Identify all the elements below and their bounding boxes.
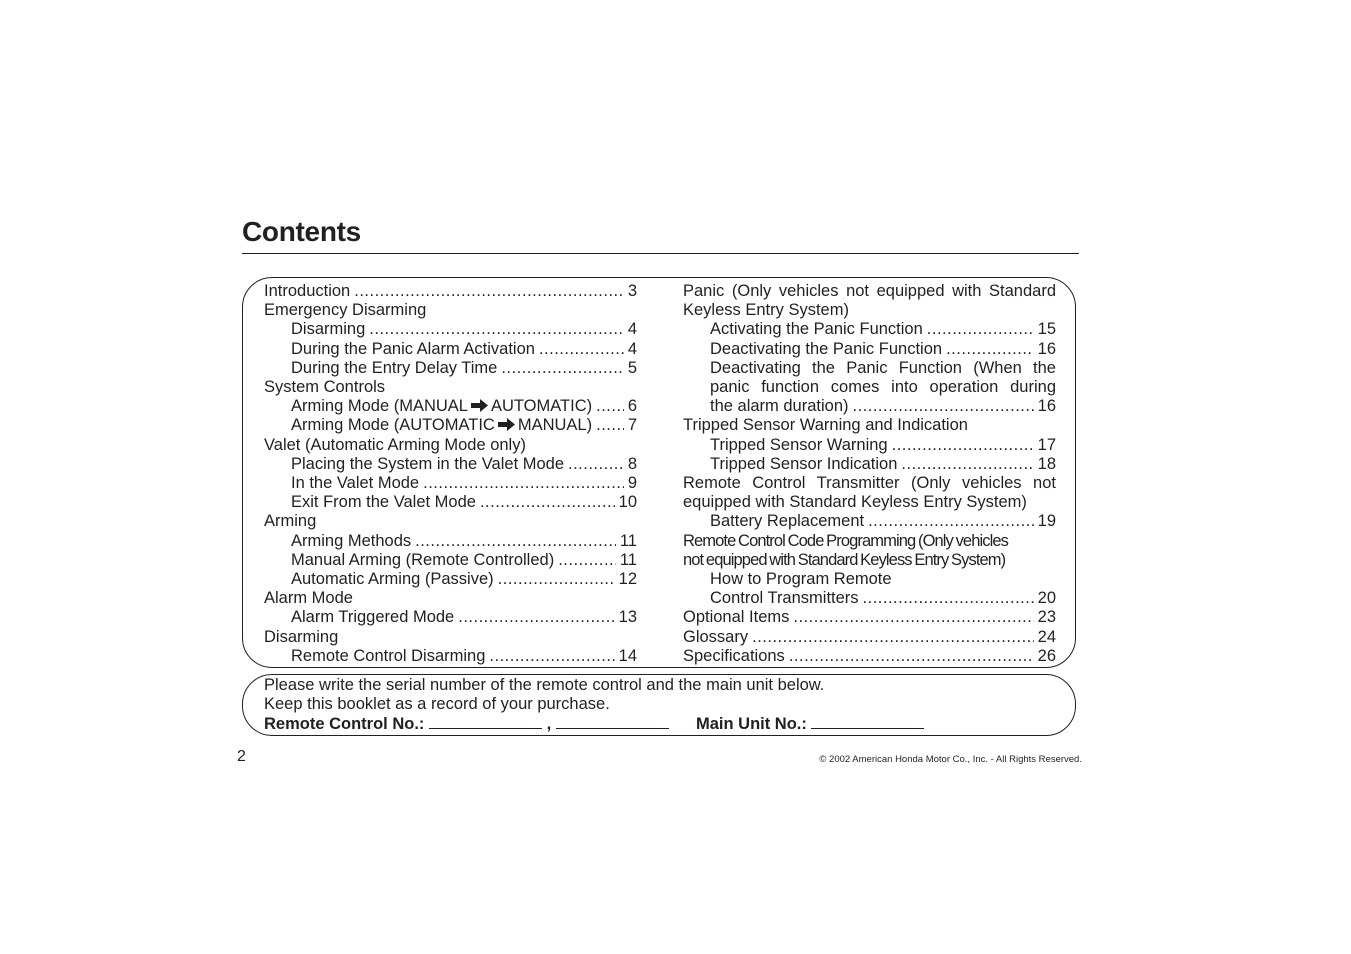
leader-dots: [946, 340, 1034, 359]
serial-fields: [264, 714, 924, 734]
leader-dots: [596, 416, 624, 435]
toc-page: 11: [619, 550, 637, 569]
leader-dots: [489, 647, 614, 666]
toc-entry-arming-mode-manual-automatic[interactable]: [264, 397, 637, 416]
toc-label: Exit From the Valet Mode: [291, 493, 476, 512]
toc-entry-arming-methods[interactable]: [264, 532, 637, 551]
toc-label: Manual Arming (Remote Controlled): [291, 550, 555, 569]
toc-entry-automatic-arming[interactable]: [264, 570, 637, 589]
toc-page: 4: [627, 339, 637, 358]
leader-dots: [927, 320, 1034, 339]
toc-entry-deactivating-panic[interactable]: [683, 340, 1056, 359]
toc-entry-tripped-warning[interactable]: [683, 436, 1056, 455]
toc-label-start: Arming Mode (MANUAL: [291, 397, 468, 416]
leader-dots: [369, 320, 624, 339]
leader-dots: [568, 455, 624, 474]
toc-section-valet[interactable]: Valet (Automatic Arming Mode only): [264, 435, 526, 454]
right-arrow-icon: [471, 399, 488, 412]
toc-label: Control Transmitters: [710, 589, 859, 608]
toc-page: 20: [1037, 589, 1056, 608]
toc-section-code-programming-line-1[interactable]: Remote Control Code Programming (Only vehicles: [683, 531, 1008, 550]
toc-page: 14: [618, 646, 637, 665]
leader-dots: [480, 493, 615, 512]
toc-entry-glossary[interactable]: [683, 628, 1056, 647]
toc-entry-battery[interactable]: [683, 512, 1056, 531]
toc-label: Remote Control Disarming: [291, 646, 486, 665]
toc-page: 9: [627, 474, 637, 493]
toc-label: Specifications: [683, 646, 785, 665]
toc-entry-placing-valet[interactable]: [264, 455, 637, 474]
toc-section-emergency-disarming[interactable]: Emergency Disarming: [264, 301, 427, 320]
toc-page: 17: [1037, 435, 1056, 454]
right-arrow-icon: [498, 418, 515, 431]
toc-label-end: AUTOMATIC): [490, 397, 593, 416]
toc-section-panic[interactable]: Panic (Only vehicles not equipped with Standard Keyless Entry System): [683, 282, 1056, 320]
toc-entry-control-transmitters[interactable]: [683, 589, 1056, 608]
main-unit-no-label: Main Unit No.:: [695, 715, 807, 733]
leader-dots: [423, 474, 624, 493]
contents-left-column: [264, 282, 637, 666]
leader-dots: [458, 608, 614, 627]
toc-page: 16: [1037, 397, 1056, 416]
toc-label: Arming Methods: [291, 531, 412, 550]
title-divider: [242, 253, 1079, 254]
toc-page: 15: [1037, 320, 1056, 339]
toc-entry-deactivating-panic-alarm[interactable]: [683, 397, 1056, 416]
toc-page: 4: [627, 320, 637, 339]
leader-dots: [901, 455, 1033, 474]
remote-control-no-field-2[interactable]: [556, 714, 669, 729]
toc-page: 6: [627, 397, 637, 416]
leader-dots: [853, 397, 1034, 416]
toc-section-arming[interactable]: Arming: [264, 512, 317, 531]
toc-entry-introduction[interactable]: [264, 282, 637, 301]
toc-entry-during-entry[interactable]: [264, 359, 637, 378]
leader-dots: [789, 647, 1034, 666]
toc-section-tripped-sensor[interactable]: Tripped Sensor Warning and Indication: [683, 416, 968, 435]
toc-label: Alarm Triggered Mode: [291, 608, 455, 627]
remote-control-no-separator: ,: [546, 715, 552, 733]
toc-label: Deactivating the Panic Function: [710, 339, 943, 358]
toc-page: 18: [1037, 454, 1056, 473]
toc-page: 23: [1037, 608, 1056, 627]
toc-entry-remote-disarming[interactable]: [264, 647, 637, 666]
toc-page: 24: [1037, 627, 1056, 646]
toc-page: 5: [627, 358, 637, 377]
toc-label-start: Arming Mode (AUTOMATIC: [291, 416, 495, 435]
toc-label: Introduction: [264, 282, 351, 300]
page-number: 2: [237, 748, 246, 765]
toc-page: 16: [1037, 339, 1056, 358]
toc-entry-optional-items[interactable]: [683, 608, 1056, 627]
toc-entry-tripped-indication[interactable]: [683, 455, 1056, 474]
leader-dots: [793, 608, 1033, 627]
toc-label: Tripped Sensor Warning: [710, 435, 888, 454]
toc-page: 12: [618, 570, 637, 589]
leader-dots: [558, 551, 616, 570]
toc-label: Activating the Panic Function: [710, 320, 923, 339]
toc-label: Placing the System in the Valet Mode: [291, 454, 565, 473]
toc-entry-in-valet[interactable]: [264, 474, 637, 493]
toc-label: During the Panic Alarm Activation: [291, 339, 535, 358]
toc-section-alarm-mode[interactable]: Alarm Mode: [264, 589, 353, 608]
toc-label: Battery Replacement: [710, 512, 865, 531]
toc-label: During the Entry Delay Time: [291, 358, 498, 377]
toc-label: [291, 397, 592, 416]
serial-instructions: [264, 676, 824, 714]
leader-dots: [863, 589, 1034, 608]
serial-instruction-line-2: Keep this booklet as a record of your purchase.: [264, 695, 610, 714]
toc-label-end: MANUAL): [517, 416, 593, 435]
toc-entry-activating-panic[interactable]: [683, 320, 1056, 339]
toc-entry-deactivating-panic-alarm-text[interactable]: Deactivating the Panic Function (When the panic function comes into operation during: [710, 358, 1056, 397]
toc-entry-exit-valet[interactable]: [264, 493, 637, 512]
leader-dots: [539, 340, 624, 359]
leader-dots: [354, 282, 624, 301]
toc-label: the alarm duration): [710, 397, 849, 416]
toc-page: 11: [619, 531, 637, 550]
leader-dots: [415, 532, 616, 551]
copyright-notice: © 2002 American Honda Motor Co., Inc. - All Rights Reserved.: [819, 754, 1082, 765]
toc-page: 8: [627, 454, 637, 473]
toc-entry-specifications[interactable]: [683, 647, 1056, 666]
toc-label: Optional Items: [683, 608, 790, 627]
serial-instruction-line-1: Please write the serial number of the remote control and the main unit below.: [264, 676, 825, 694]
toc-label: [291, 416, 592, 435]
remote-control-no-field-1[interactable]: [429, 714, 542, 729]
toc-section-disarming[interactable]: Disarming: [264, 627, 339, 646]
toc-entry-during-panic[interactable]: [264, 340, 637, 359]
leader-dots: [752, 628, 1034, 647]
toc-entry-how-to-program[interactable]: How to Program Remote: [710, 570, 892, 589]
toc-page: 7: [627, 416, 637, 435]
toc-page: 19: [1037, 512, 1056, 531]
toc-section-remote-transmitter[interactable]: Remote Control Transmitter (Only vehicles not equipped with Standard Keyless Entry System): [683, 474, 1056, 512]
toc-label: In the Valet Mode: [291, 474, 420, 493]
leader-dots: [596, 397, 624, 416]
toc-label: Disarming: [291, 320, 366, 339]
toc-label: Automatic Arming (Passive): [291, 570, 494, 589]
leader-dots: [892, 436, 1034, 455]
toc-page: 3: [627, 282, 637, 300]
toc-entry-disarming[interactable]: [264, 320, 637, 339]
toc-page: 26: [1037, 646, 1056, 665]
toc-label: Glossary: [683, 627, 749, 646]
contents-right-column: [683, 282, 1056, 666]
toc-entry-alarm-triggered[interactable]: [264, 608, 637, 627]
main-unit-no-field[interactable]: [811, 714, 924, 729]
toc-entry-manual-arming[interactable]: [264, 551, 637, 570]
toc-section-code-programming-line-2[interactable]: not equipped with Standard Keyless Entry System): [683, 550, 1006, 569]
leader-dots: [501, 359, 623, 378]
toc-section-system-controls[interactable]: System Controls: [264, 378, 386, 397]
leader-dots: [498, 570, 615, 589]
toc-page: 10: [618, 493, 637, 512]
remote-control-no-label: Remote Control No.:: [264, 715, 425, 733]
page-title: Contents: [242, 216, 361, 247]
toc-entry-arming-mode-automatic-manual[interactable]: [264, 416, 637, 435]
leader-dots: [868, 512, 1034, 531]
toc-page: 13: [618, 608, 637, 627]
toc-label: Tripped Sensor Indication: [710, 454, 898, 473]
